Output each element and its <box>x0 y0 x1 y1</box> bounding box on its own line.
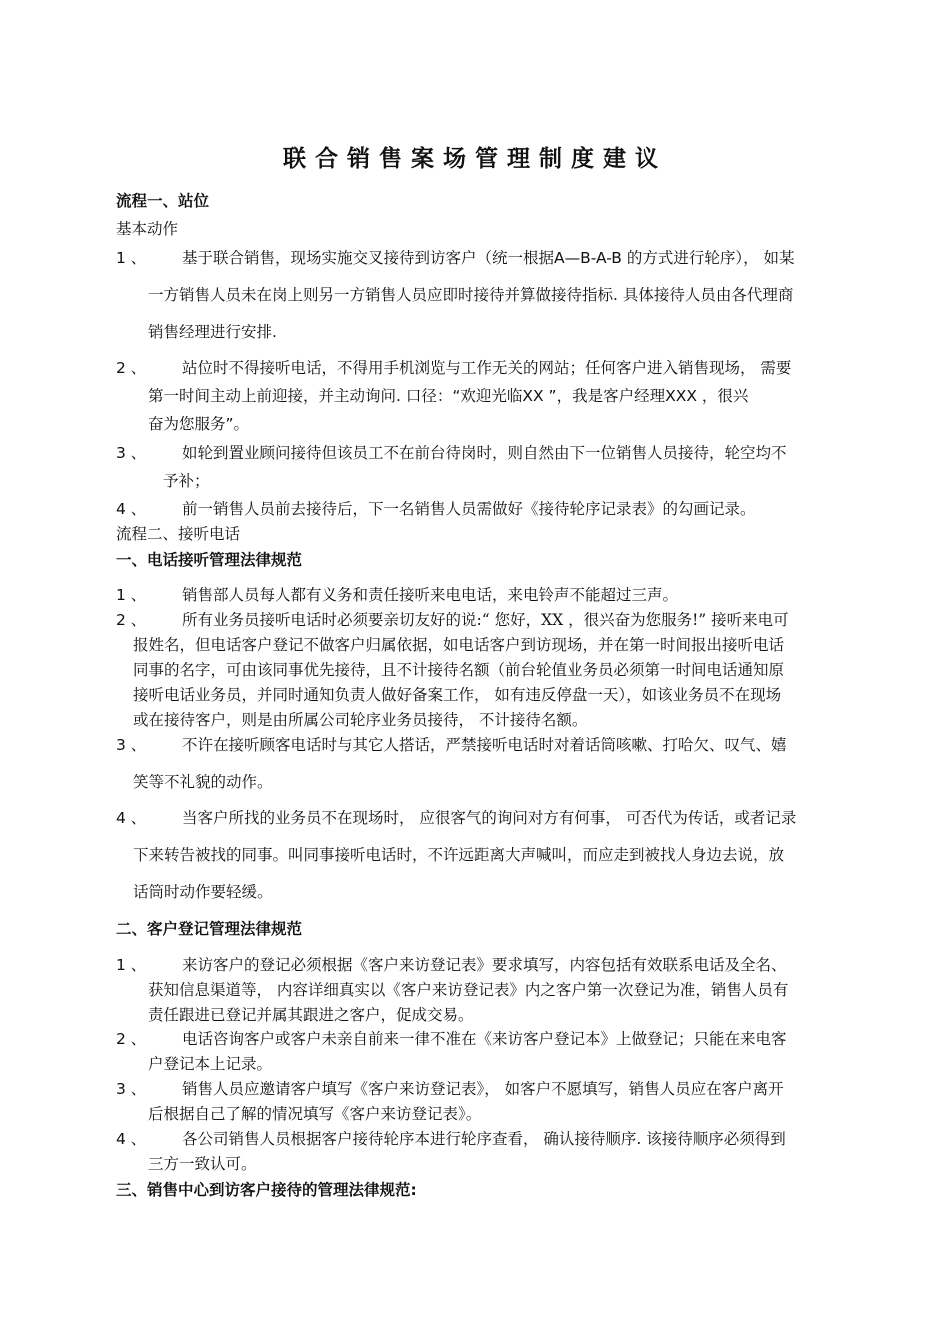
item-line: 同事的名字，可由该同事优先接待，且不计接待名额（前台轮值业务员必须第一时间电话通知原 <box>133 661 785 679</box>
item-line: 三方一致认可。 <box>148 1155 257 1173</box>
item-line: 所有业务员接听电话时必须要亲切友好的说:“ 您好，XX ，很兴奋为您服务!” 接听来电可 <box>182 611 789 629</box>
item-line: 如轮到置业顾问接待但该员工不在前台待岗时，则自然由下一位销售人员接待，轮空均不 <box>182 444 787 462</box>
item-line: 前一销售人员前去接待后，下一名销售人员需做好《接待轮序记录表》的勾画记录。 <box>182 500 756 518</box>
item-line: 各公司销售人员根据客户接待轮序本进行轮序查看， 确认接待顺序. 该接待顺序必须得到 <box>182 1130 786 1148</box>
item-line: 奋为您服务”。 <box>148 415 250 433</box>
item-line: 基于联合销售，现场实施交叉接待到访客户（统一根据A—B-A-B 的方式进行轮序）， 如某 <box>182 249 795 267</box>
item-number: 3 、 <box>116 736 147 754</box>
item-line: 当客户所找的业务员不在现场时， 应很客气的询问对方有何事， 可否代为传话，或者记录 <box>182 809 797 827</box>
subheading-basic-actions: 基本动作 <box>116 220 179 238</box>
subsection-visitor-registration: 二、客户登记管理法律规范 <box>116 920 303 938</box>
item-number: 4 、 <box>116 809 147 827</box>
item-line: 话筒时动作要轻缓。 <box>133 883 273 901</box>
subsection-visitor-reception: 三、销售中心到访客户接待的管理法律规范: <box>116 1181 417 1199</box>
item-line: 报姓名，但电话客户登记不做客户归属依据，如电话客户到访现场，并在第一时间报出接听电话 <box>133 636 785 654</box>
subsection-phone-rules: 一、电话接听管理法律规范 <box>116 551 303 569</box>
item-line: 销售经理进行安排. <box>148 323 277 341</box>
item-number: 1 、 <box>116 586 147 604</box>
item-line: 站位时不得接听电话，不得用手机浏览与工作无关的网站；任何客户进入销售现场， 需要 <box>182 359 792 377</box>
item-line: 笑等不礼貌的动作。 <box>133 773 273 791</box>
item-number: 4 、 <box>116 1130 147 1148</box>
item-number: 3 、 <box>116 1080 147 1098</box>
item-line: 一方销售人员未在岗上则另一方销售人员应即时接待并算做接待指标. 具体接待人员由各代理商 <box>148 286 794 304</box>
section-heading-process-1: 流程一、站位 <box>116 192 210 210</box>
item-number: 1 、 <box>116 956 147 974</box>
item-number: 1 、 <box>116 249 147 267</box>
item-line: 予补； <box>163 472 210 490</box>
item-line: 户登记本上记录。 <box>148 1055 273 1073</box>
item-number: 4 、 <box>116 500 147 518</box>
item-line: 销售部人员每人都有义务和责任接听来电电话，来电铃声不能超过三声。 <box>182 586 679 604</box>
item-line: 或在接待客户，则是由所属公司轮序业务员接待， 不计接待名额。 <box>133 711 588 729</box>
section-heading-process-2: 流程二、接听电话 <box>116 525 241 543</box>
item-number: 2 、 <box>116 1030 147 1048</box>
item-number: 2 、 <box>116 359 147 377</box>
item-line: 后根据自己了解的情况填写《客户来访登记表》。 <box>148 1105 482 1123</box>
item-line: 电话咨询客户或客户未亲自前来一律不准在《来访客户登记本》上做登记；只能在来电客 <box>182 1030 787 1048</box>
document-title: 联合销售案场管理制度建议 <box>283 146 667 172</box>
item-line: 不许在接听顾客电话时与其它人搭话，严禁接听电话时对着话筒咳嗽、打哈欠、叹气、嬉 <box>182 736 787 754</box>
item-number: 3 、 <box>116 444 147 462</box>
item-line: 接听电话业务员，并同时通知负责人做好备案工作， 如有违反停盘一天），如该业务员不在现场 <box>133 686 782 704</box>
item-line: 责任跟进已登记并属其跟进之客户，促成交易。 <box>148 1006 474 1024</box>
item-line: 来访客户的登记必须根据《客户来访登记表》要求填写，内容包括有效联系电话及全名、 <box>182 956 787 974</box>
item-line: 下来转告被找的同事。叫同事接听电话时，不许远距离大声喊叫，而应走到被找人身边去说，放 <box>133 846 785 864</box>
item-line: 第一时间主动上前迎接，并主动询问. 口径：“欢迎光临XX ”，我是客户经理XXX ，很兴 <box>148 387 749 405</box>
item-line: 获知信息渠道等， 内容详细真实以《客户来访登记表》内之客户第一次登记为准，销售人员有 <box>148 981 789 999</box>
item-number: 2 、 <box>116 611 147 629</box>
item-line: 销售人员应邀请客户填写《客户来访登记表》， 如客户不愿填写，销售人员应在客户离开 <box>182 1080 784 1098</box>
